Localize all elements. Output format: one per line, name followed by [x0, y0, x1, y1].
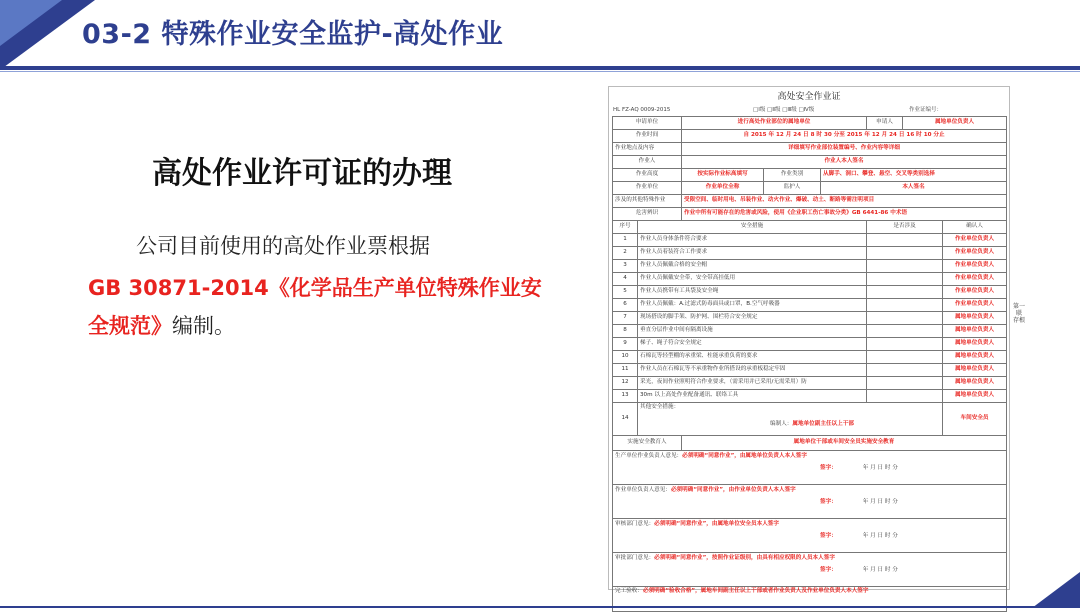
acceptance-label: 完工验收： — [615, 588, 643, 594]
measure-rows — [613, 234, 1007, 403]
col-no: 序号 — [613, 221, 638, 234]
measure-involved — [867, 312, 943, 325]
measure-involved — [867, 247, 943, 260]
measure-row — [613, 377, 1007, 390]
compiled-text: 编制。 — [172, 314, 235, 338]
time-value: 自 2015 年 12 月 24 日 8 时 30 分至 2015 年 12 月 24 日 16 时 10 分止 — [682, 130, 1007, 143]
date-units: 年 月 日 时 分 — [862, 566, 898, 573]
date-units: 年 月 日 时 分 — [862, 532, 898, 539]
hazard-label: 危害辨识 — [613, 208, 682, 221]
work-unit-value: 作业单位全称 — [682, 182, 764, 195]
intro-text: 公司目前使用的高处作业票根据 — [136, 234, 430, 258]
other-work-value: 受限空间、临时用电、吊装作业、动火作业、爆破、动土、断路等需注明项目 — [682, 195, 1007, 208]
measure-row — [613, 325, 1007, 338]
opinion-row — [613, 451, 1007, 485]
measure-text: 作业人员佩戴安全带，安全带高挂低用 — [638, 273, 867, 286]
opinion-cell — [613, 519, 1007, 553]
measure-confirm: 作业单位负责人 — [943, 273, 1007, 286]
sign-label: 签字： — [820, 464, 837, 471]
permit-title: 高处安全作业证 — [777, 92, 841, 102]
measure-text: 石棉瓦等轻型棚的承重梁、柱能承重负荷的要求 — [638, 351, 867, 364]
measure-no: 11 — [613, 364, 638, 377]
opinion-value: 必须明确“同意作业”，由作业单位负责人本人签字 — [670, 487, 796, 493]
opinion-cell — [613, 485, 1007, 519]
measure-no: 8 — [613, 325, 638, 338]
date-units: 年 月 日 时 分 — [862, 464, 898, 471]
measure-no: 6 — [613, 299, 638, 312]
measure-no: 3 — [613, 260, 638, 273]
measure-no: 5 — [613, 286, 638, 299]
opinion-row — [613, 485, 1007, 519]
guardian-label: 监护人 — [764, 182, 821, 195]
height-label: 作业高度 — [613, 169, 682, 182]
height-value: 按实际作业标高填写 — [682, 169, 764, 182]
measure-no: 10 — [613, 351, 638, 364]
location-value: 详细填写作业部位装置编号、作业内容等详细 — [682, 143, 1007, 156]
other-measures-no: 14 — [613, 403, 638, 436]
measure-text: 梯子、绳子符合安全规定 — [638, 338, 867, 351]
measure-text: 采光，夜间作业照明符合作业要求，（需采用并已采用/无需采用）防 — [638, 377, 867, 390]
category-value: 从脚手、洞口、攀登、悬空、交叉等类别选择 — [821, 169, 1007, 182]
other-measures-cell — [638, 403, 943, 436]
measure-row — [613, 299, 1007, 312]
opinion-rows — [613, 451, 1007, 587]
measure-row — [613, 247, 1007, 260]
measure-confirm: 属地单位负责人 — [943, 364, 1007, 377]
header-divider-thin — [0, 71, 1080, 72]
opinion-cell — [613, 553, 1007, 587]
measure-confirm: 属地单位负责人 — [943, 325, 1007, 338]
applicant-label: 申请人 — [867, 117, 903, 130]
education-value: 属地单位干部或车间安全员实施安全教育 — [682, 436, 1007, 451]
sign-label: 签字： — [820, 498, 837, 505]
slide-title: 03-2 特殊作业安全监护-高处作业 — [82, 19, 504, 50]
measure-text: 作业人员着装符合工作要求 — [638, 247, 867, 260]
permit-cert-no: 作业证编号： — [909, 107, 943, 113]
measure-text: 作业人员佩戴合格的安全帽 — [638, 260, 867, 273]
permit-table — [612, 116, 1007, 612]
measure-row — [613, 286, 1007, 299]
measure-confirm: 作业单位负责人 — [943, 260, 1007, 273]
sign-label: 签字： — [820, 566, 837, 573]
opinion-label: 审批部门意见： — [615, 555, 655, 561]
opinion-value: 必须明确“同意作业”，按照作业证级别，由具有相应权限的人员本人签字 — [654, 555, 835, 561]
other-measures-confirm: 车间安全员 — [943, 403, 1007, 436]
other-work-label: 涉及的其他特殊作业 — [613, 195, 682, 208]
measure-confirm: 作业单位负责人 — [943, 299, 1007, 312]
standard-reference-end: 全规范》 — [88, 314, 172, 338]
measure-involved — [867, 351, 943, 364]
measure-involved — [867, 273, 943, 286]
opinion-label: 生产单位作业负责人意见： — [615, 453, 683, 459]
measure-confirm: 作业单位负责人 — [943, 247, 1007, 260]
measure-no: 7 — [613, 312, 638, 325]
opinion-row — [613, 519, 1007, 553]
col-measure: 安全措施 — [638, 221, 867, 234]
opinion-value: 必须明确“同意作业”，由属地单位安全员本人签字 — [654, 521, 779, 527]
measure-text: 垂直分层作业中间有隔离设施 — [638, 325, 867, 338]
measure-row — [613, 273, 1007, 286]
measure-involved — [867, 286, 943, 299]
measure-confirm: 作业单位负责人 — [943, 286, 1007, 299]
measure-involved — [867, 364, 943, 377]
compiler-label: 编制人： — [770, 420, 793, 427]
measure-text: 作业人员身体条件符合要求 — [638, 234, 867, 247]
slide-heading: 高处作业许可证的办理 — [152, 156, 452, 191]
corner-accent — [1032, 572, 1080, 608]
measure-involved — [867, 377, 943, 390]
measure-text: 30m 以上高处作业配备通讯、联络工具 — [638, 390, 867, 403]
standard-reference-line2 — [88, 310, 235, 340]
measure-no: 2 — [613, 247, 638, 260]
apply-unit-label: 申请单位 — [613, 117, 682, 130]
measure-involved — [867, 338, 943, 351]
worker-value: 作业人本人签名 — [682, 156, 1007, 169]
measure-text: 现场搭设的脚手架、防护网、围栏符合安全规定 — [638, 312, 867, 325]
sign-label: 签字： — [820, 532, 837, 539]
measure-row — [613, 260, 1007, 273]
permit-levels: □Ⅰ级 □Ⅱ级 □Ⅲ级 □Ⅳ级 — [753, 107, 815, 113]
guardian-value: 本人签名 — [821, 182, 1007, 195]
col-confirm: 确认人 — [943, 221, 1007, 234]
measure-text: 作业人员携带有工具袋及安全绳 — [638, 286, 867, 299]
measure-confirm: 属地单位负责人 — [943, 390, 1007, 403]
measure-confirm: 属地单位负责人 — [943, 351, 1007, 364]
permit-document — [608, 86, 1010, 594]
measure-text: 作业人员在石棉瓦等不承重物作业所搭设的承重板稳定牢固 — [638, 364, 867, 377]
opinion-cell — [613, 451, 1007, 485]
measure-no: 12 — [613, 377, 638, 390]
measure-no: 13 — [613, 390, 638, 403]
measure-confirm: 属地单位负责人 — [943, 338, 1007, 351]
hazard-value: 作业中所有可能存在的危害或风险，使用《企业职工伤亡事故分类》GB 6441-86 中术语 — [682, 208, 1007, 221]
measure-involved — [867, 390, 943, 403]
worker-label: 作业人 — [613, 156, 682, 169]
opinion-value: 必须明确“同意作业”，由属地单位负责人本人签字 — [682, 453, 807, 459]
measure-confirm: 属地单位负责人 — [943, 312, 1007, 325]
measure-involved — [867, 234, 943, 247]
measure-no: 9 — [613, 338, 638, 351]
measure-involved — [867, 299, 943, 312]
col-involved: 是否涉及 — [867, 221, 943, 234]
apply-unit-value: 进行高处作业部位的属地单位 — [682, 117, 867, 130]
measure-row — [613, 351, 1007, 364]
measure-row — [613, 390, 1007, 403]
measure-involved — [867, 325, 943, 338]
education-label: 实施安全教育人 — [613, 436, 682, 451]
time-label: 作业时间 — [613, 130, 682, 143]
work-unit-label: 作业单位 — [613, 182, 682, 195]
measure-row — [613, 364, 1007, 377]
acceptance-value: 必须明确“验收合格”，属地车间副主任以上干部或者作业负责人及作业单位负责人本人签字 — [642, 588, 869, 594]
measure-no: 1 — [613, 234, 638, 247]
copy-label: 第一联 存根 — [1013, 303, 1026, 324]
measure-row — [613, 312, 1007, 325]
measure-no: 4 — [613, 273, 638, 286]
measure-involved — [867, 260, 943, 273]
applicant-value: 属地单位负责人 — [903, 117, 1007, 130]
category-label: 作业类别 — [764, 169, 821, 182]
measure-row — [613, 234, 1007, 247]
standard-reference-line1: GB 30871-2014《化学品生产单位特殊作业安 — [88, 276, 542, 300]
permit-code: HL FZ-AQ 0009-2015 — [613, 107, 671, 113]
header-divider — [0, 66, 1080, 70]
date-units: 年 月 日 时 分 — [862, 498, 898, 505]
header-accent-light — [0, 0, 62, 46]
measure-row — [613, 338, 1007, 351]
measure-text: 作业人员佩戴：A.过滤式防毒面具或口罩，B.空气呼吸器 — [638, 299, 867, 312]
location-label: 作业地点及内容 — [613, 143, 682, 156]
measure-confirm: 作业单位负责人 — [943, 234, 1007, 247]
opinion-row — [613, 553, 1007, 587]
opinion-label: 审核部门意见： — [615, 521, 655, 527]
compiler-value: 属地单位副主任以上干部 — [792, 420, 854, 427]
opinion-label: 作业单位负责人意见： — [615, 487, 671, 493]
other-measures-label: 其他安全措施： — [640, 404, 680, 410]
measure-confirm: 属地单位负责人 — [943, 377, 1007, 390]
